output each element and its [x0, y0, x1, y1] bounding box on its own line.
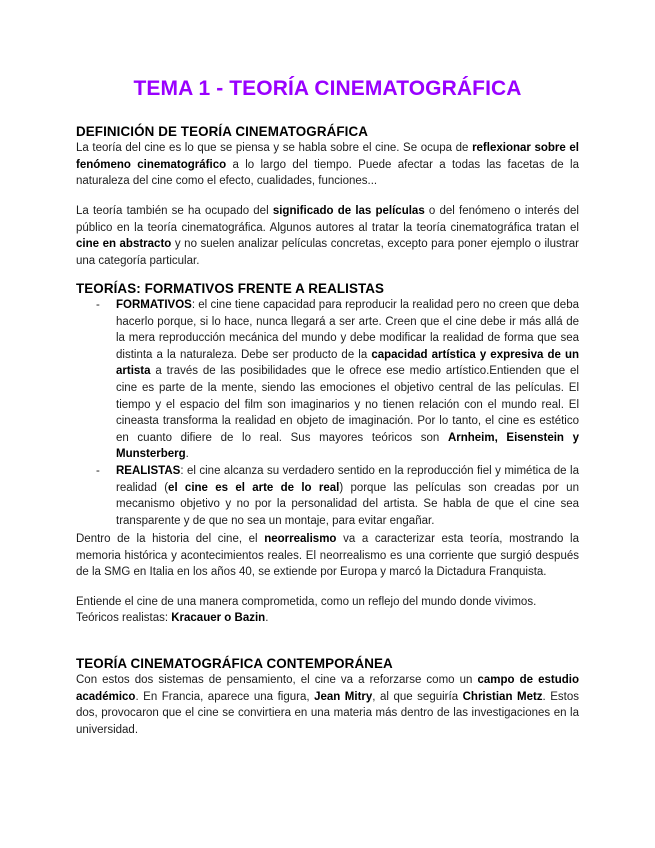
text: a lo largo del tiempo. Puede afectar a todas las facetas de la naturaleza del cine como el efecto, cualidades, funciones...	[76, 158, 579, 188]
bold-text: Christian Metz	[462, 690, 543, 703]
text: ) porque las películas son creadas por un mecanismo objetivo y no por la personalidad del artista. Se habla de que el cine sea transparente y de que no sea un montaje, para evitar engañar.	[116, 481, 579, 527]
bold-text: significado de las películas	[272, 205, 425, 217]
text: .	[265, 612, 269, 624]
text: : el cine alcanza su verdadero sentido en la reproducción fiel y mimética de la realidad (	[116, 464, 579, 494]
text: a través de las posibilidades que le ofrece ese medio artístico.Entienden que el cine es parte de la mente, siendo las emociones el objetivo central de las películas. El tiempo y el espacio del film son imaginarios y no tienen relación con el mundo real. El cineasta transforma la realidad en objeto de imaginación. Por lo tanto, el cine es estético en cuanto difiere de lo real. Sus mayores teóricos son	[116, 365, 579, 444]
bold-text: Arnheim, Eisenstein y Munsterberg	[116, 431, 579, 461]
bold-text: capacidad artística y expresiva de un artista	[116, 348, 579, 378]
text: : el cine tiene capacidad para reproducir la realidad pero no creen que deba hacerlo porque, si lo hace, nunca llegará a ser arte. Creen que el cine debe ir más allá de la mera reproducción mecánica del mundo y debe modificar la realidad de forma que sea distinta a la naturaleza. Debe ser producto de la	[116, 299, 579, 361]
paragraph-compromiso	[76, 594, 579, 611]
theories-bullet-list	[76, 297, 579, 529]
section-heading-contemporanea: TEORÍA CINEMATOGRÁFICA CONTEMPORÁNEA	[76, 656, 393, 671]
text: Dentro de la historia del cine, el	[76, 533, 265, 545]
bold-text: REALISTAS	[116, 464, 181, 477]
bullet-dash: -	[96, 299, 100, 311]
text: Entiende el cine de una manera comprometida, como un reflejo del mundo donde vivimos.	[76, 596, 537, 608]
paragraph-definicion-2	[76, 203, 579, 269]
text: . En Francia, aparece una figura,	[135, 690, 315, 703]
bold-text: cine en abstracto	[76, 238, 172, 251]
bold-text: reflexionar sobre el fenómeno cinematográfico	[76, 142, 579, 171]
bullet-dash: -	[96, 464, 100, 477]
bold-text: el cine es el arte de lo real	[168, 481, 340, 494]
text: La teoría también se ha ocupado del	[76, 205, 273, 217]
bold-text: Kracauer o Bazin	[171, 612, 266, 624]
bold-text: FORMATIVOS	[116, 299, 192, 311]
paragraph-teoricos-realistas	[76, 610, 579, 627]
paragraph-definicion-1	[76, 140, 579, 190]
text: Con estos dos sistemas de pensamiento, el cine va a reforzarse como un	[76, 674, 478, 686]
text: . Estos dos, provocaron que el cine se convirtiera en una materia más dentro de las investigaciones en la universidad.	[76, 690, 580, 736]
text: y no suelen analizar películas concretas, excepto para poner ejemplo o ilustrar una categoría particular.	[76, 238, 579, 267]
text: , al que seguiría	[372, 690, 463, 703]
text: va a caracterizar esta teoría, mostrando la memoria histórica y acontecimientos reales. El neorrealismo es una corriente que surgió después de la SMG en Italia en los años 40, se extiende por Europa y marcó la Dictadura Franquista.	[76, 533, 579, 579]
section-heading-teorias: TEORÍAS: FORMATIVOS FRENTE A REALISTAS	[76, 281, 385, 296]
text: La teoría del cine es lo que se piensa y se habla sobre el cine. Se ocupa de	[76, 142, 473, 154]
paragraph-neorrealismo	[76, 531, 579, 581]
text: Teóricos realistas:	[76, 612, 172, 624]
list-item-realistas	[76, 463, 579, 529]
paragraph-contemporanea	[76, 672, 579, 738]
text: o del fenómeno o interés del público en la teoría cinematográfica. Algunos autores al tratar la teoría cinematográfica tratan el	[76, 205, 579, 234]
page-title: TEMA 1 - TEORÍA CINEMATOGRÁFICA	[133, 77, 522, 100]
list-item-formativos	[76, 297, 579, 463]
text: .	[185, 448, 189, 461]
bold-text: Jean Mitry	[314, 690, 373, 703]
bold-text: neorrealismo	[264, 533, 337, 545]
section-heading-definicion: DEFINICIÓN DE TEORÍA CINEMATOGRÁFICA	[76, 124, 368, 139]
bold-text: campo de estudio académico	[76, 674, 579, 703]
